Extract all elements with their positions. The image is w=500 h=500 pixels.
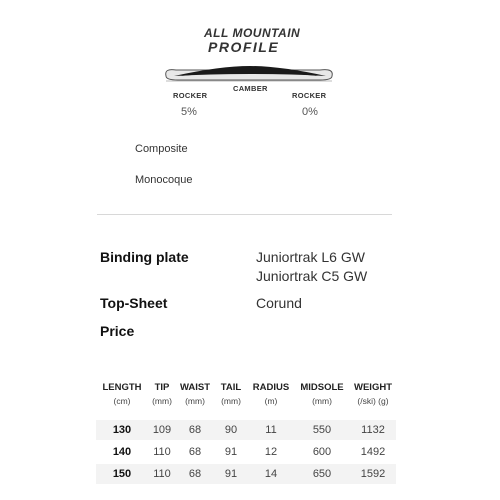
construction-item: Composite	[135, 143, 188, 155]
cell-radius: 14	[264, 468, 278, 480]
cell-tip: 110	[153, 446, 171, 458]
binding-plate-value: Juniortrak L6 GW	[256, 249, 365, 265]
table-unit: (m)	[264, 396, 278, 406]
cell-tail: 91	[224, 446, 238, 458]
cell-tail: 91	[224, 468, 238, 480]
divider	[97, 214, 392, 215]
cell-length: 130	[112, 424, 132, 436]
table-unit: (mm)	[312, 396, 332, 406]
cell-midsole: 550	[312, 424, 332, 436]
top-sheet-label: Top-Sheet	[100, 295, 168, 311]
cell-waist: 68	[188, 424, 202, 436]
profile-title-line2: PROFILE	[208, 39, 280, 55]
cell-length: 140	[112, 446, 132, 458]
table-unit: (mm)	[185, 396, 205, 406]
rocker-left-pct: 5%	[181, 106, 197, 118]
table-row	[96, 420, 396, 440]
cell-radius: 12	[264, 446, 278, 458]
cell-waist: 68	[188, 468, 202, 480]
cell-midsole: 650	[312, 468, 332, 480]
price-label: Price	[100, 323, 135, 339]
table-header: RADIUS	[252, 382, 290, 393]
table-header: MIDSOLE	[300, 382, 344, 393]
cell-weight: 1132	[361, 424, 385, 436]
rocker-right-label: ROCKER	[292, 91, 327, 100]
table-row	[96, 464, 396, 484]
table-unit: (/ski) (g)	[357, 396, 389, 406]
table-unit: (mm)	[152, 396, 172, 406]
binding-plate-value: Juniortrak C5 GW	[256, 268, 368, 284]
binding-plate-label: Binding plate	[100, 249, 189, 265]
top-sheet-value: Corund	[256, 295, 302, 311]
table-header: LENGTH	[102, 382, 142, 393]
cell-tip: 109	[152, 424, 172, 436]
construction-item: Monocoque	[135, 174, 193, 186]
table-row	[96, 442, 396, 462]
table-unit: (cm)	[113, 396, 131, 406]
rocker-left-label: ROCKER	[173, 91, 208, 100]
cell-radius: 11	[265, 424, 277, 436]
table-header: WEIGHT	[354, 382, 392, 393]
cell-tip: 110	[153, 468, 171, 480]
cell-weight: 1492	[360, 446, 386, 458]
table-unit: (mm)	[221, 396, 241, 406]
cell-weight: 1592	[360, 468, 386, 480]
cell-tail: 90	[224, 424, 238, 436]
rocker-right-pct: 0%	[302, 106, 318, 118]
table-header: TIP	[154, 382, 170, 393]
cell-length: 150	[112, 468, 132, 480]
camber-label: CAMBER	[233, 84, 268, 93]
cell-waist: 68	[188, 446, 202, 458]
table-header: TAIL	[220, 382, 242, 393]
cell-midsole: 600	[312, 446, 332, 458]
profile-title-line1: ALL MOUNTAIN	[204, 26, 301, 40]
table-header: WAIST	[179, 382, 211, 393]
